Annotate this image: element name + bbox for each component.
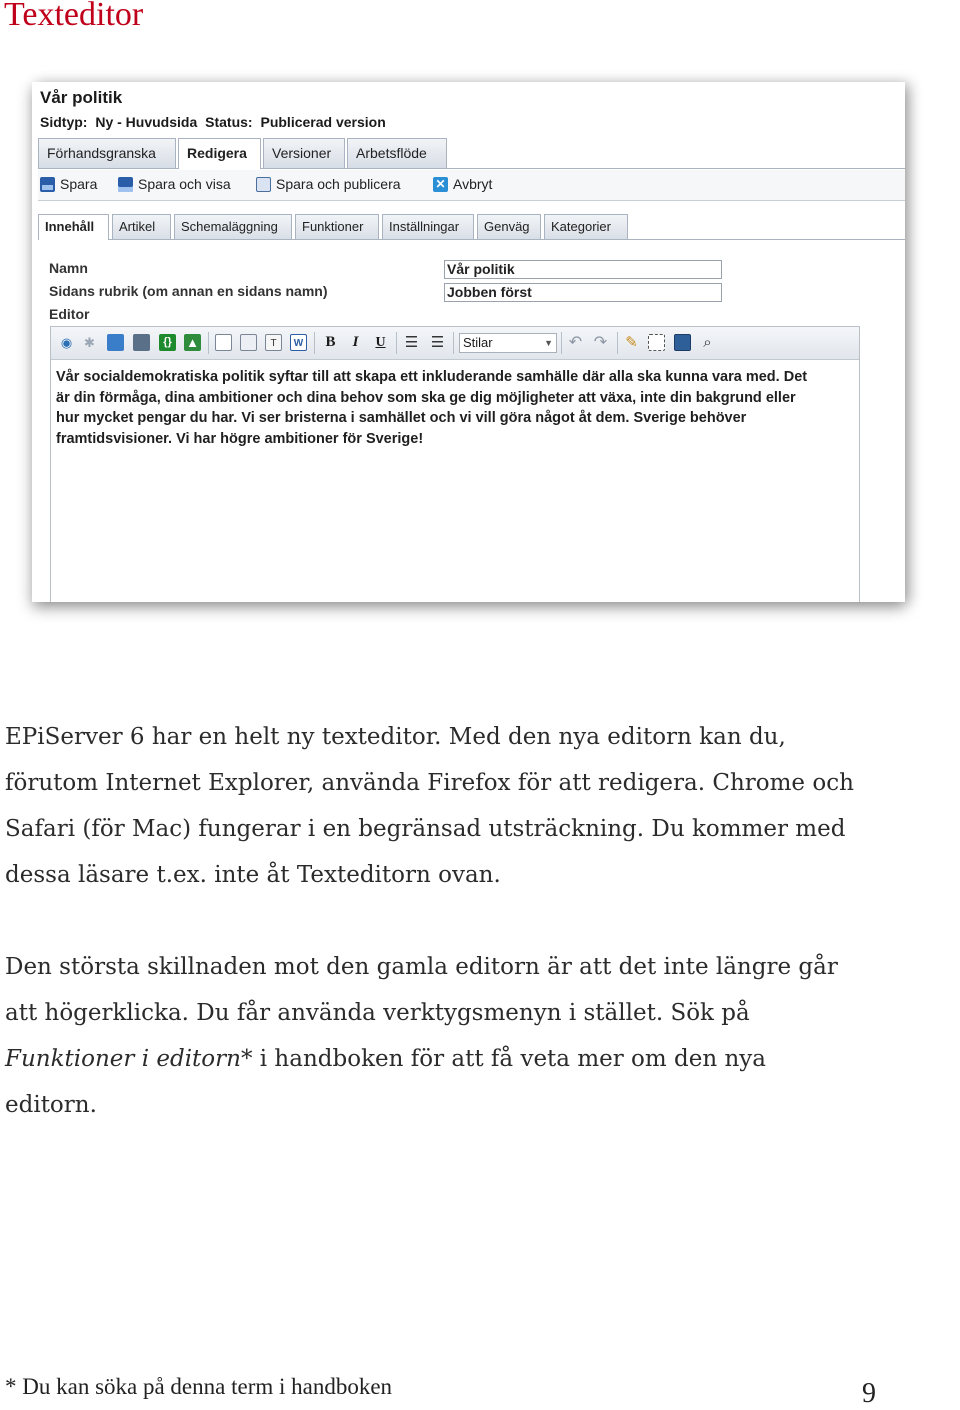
page-type-value: Ny - Huvudsida bbox=[95, 114, 198, 130]
difference-paragraph bbox=[5, 944, 838, 1128]
tab-versions[interactable]: Versioner bbox=[263, 138, 345, 168]
insert-link-icon[interactable]: ◉ bbox=[60, 335, 73, 350]
action-bar bbox=[38, 170, 905, 201]
editor-label: Editor bbox=[49, 306, 90, 322]
toolbar-separator bbox=[396, 332, 397, 354]
save-label: Spara bbox=[60, 176, 98, 192]
bullet-list-icon[interactable]: ☰ bbox=[404, 334, 419, 351]
editor-line: hur mycket pengar du har. Vi ser bristerna i samhället och vi vill göra något åt dem. Sverige behöver bbox=[56, 410, 747, 426]
toolbar-separator bbox=[561, 332, 562, 354]
styles-select[interactable] bbox=[459, 333, 557, 353]
html-source-icon[interactable] bbox=[674, 334, 691, 351]
underline-button[interactable]: U bbox=[375, 335, 386, 350]
toolbar-separator bbox=[314, 332, 315, 354]
search-icon[interactable]: ⌕ bbox=[703, 334, 712, 351]
editor-screenshot bbox=[32, 82, 905, 602]
save-and-publish-label: Spara och publicera bbox=[276, 176, 401, 192]
heading-input[interactable]: Jobben först bbox=[444, 283, 722, 302]
editor-content[interactable] bbox=[56, 367, 852, 449]
text-span: * i handboken för att få veta mer om den nya bbox=[240, 1046, 766, 1072]
tab-workflow[interactable]: Arbetsflöde bbox=[347, 138, 447, 168]
italic-button[interactable]: I bbox=[352, 334, 359, 350]
page-meta bbox=[40, 114, 390, 130]
unlink-icon[interactable]: ✱ bbox=[84, 335, 95, 350]
intro-paragraph bbox=[5, 714, 854, 898]
cancel-button[interactable] bbox=[433, 175, 492, 193]
tab-article[interactable]: Artikel bbox=[112, 214, 171, 239]
tab-content[interactable]: Innehåll bbox=[38, 214, 109, 240]
save-and-view-button[interactable] bbox=[118, 175, 231, 193]
tab-shortcut[interactable]: Genväg bbox=[477, 214, 541, 239]
name-label: Namn bbox=[49, 260, 88, 276]
styles-select-value: Stilar bbox=[463, 335, 493, 350]
page-type-label: Sidtyp: bbox=[40, 114, 88, 130]
toolbar-separator bbox=[453, 332, 454, 354]
save-and-view-label: Spara och visa bbox=[138, 176, 231, 192]
editor-line: Vår socialdemokratiska politik syftar till att skapa ett inkluderande samhälle där alla ska kunna vara med. Det bbox=[56, 369, 808, 385]
image-editor-icon[interactable]: ▲ bbox=[184, 334, 201, 351]
editor-line: framtidsvisioner. Vi har högre ambitioner för Sverige! bbox=[56, 430, 424, 447]
main-tabs bbox=[38, 138, 905, 169]
undo-icon[interactable]: ↶ bbox=[568, 334, 583, 351]
paste-icon[interactable] bbox=[240, 334, 257, 351]
tab-functions[interactable]: Funktioner bbox=[295, 214, 379, 239]
text-line: att högerklicka. Du får använda verktygsmenyn i stället. Sök på bbox=[5, 1000, 750, 1026]
editor-toolbar bbox=[51, 327, 859, 360]
text-line bbox=[5, 1036, 838, 1082]
save-button[interactable] bbox=[40, 175, 97, 193]
page-number: 9 bbox=[862, 1378, 876, 1409]
floppy-view-icon bbox=[118, 177, 133, 192]
clean-format-icon[interactable]: ✎ bbox=[625, 334, 638, 351]
insert-image-icon[interactable] bbox=[107, 334, 124, 351]
toolbar-separator bbox=[617, 332, 618, 354]
tab-edit[interactable]: Redigera bbox=[178, 138, 261, 169]
content-tabs bbox=[38, 214, 905, 240]
status-value: Publicerad version bbox=[260, 114, 386, 130]
search-term: Funktioner i editorn bbox=[5, 1046, 241, 1072]
tab-preview[interactable]: Förhandsgranska bbox=[38, 138, 176, 168]
numbered-list-icon[interactable]: ☰ bbox=[430, 334, 445, 351]
heading-label: Sidans rubrik (om annan en sidans namn) bbox=[49, 283, 328, 299]
text-line: Safari (för Mac) fungerar i en begränsad utsträckning. Du kommer med bbox=[5, 816, 846, 842]
text-line: EPiServer 6 har en helt ny texteditor. Med den nya editorn kan du, bbox=[5, 724, 786, 750]
status-label: Status: bbox=[205, 114, 253, 130]
redo-icon[interactable]: ↷ bbox=[593, 334, 608, 351]
cancel-icon: ✕ bbox=[433, 177, 448, 192]
cancel-label: Avbryt bbox=[453, 176, 493, 192]
text-line: dessa läsare t.ex. inte åt Texteditorn ovan. bbox=[5, 862, 501, 888]
copy-icon[interactable] bbox=[215, 334, 232, 351]
tab-settings[interactable]: Inställningar bbox=[382, 214, 474, 239]
save-and-publish-button[interactable] bbox=[256, 175, 401, 193]
paste-text-icon[interactable]: T bbox=[265, 334, 282, 351]
floppy-disk-icon bbox=[40, 177, 55, 192]
page-title: Texteditor bbox=[4, 0, 144, 33]
tab-scheduling[interactable]: Schemaläggning bbox=[174, 214, 292, 239]
text-line: editorn. bbox=[5, 1092, 97, 1118]
dynamic-content-icon[interactable]: {} bbox=[159, 334, 176, 351]
text-line: Den största skillnaden mot den gamla editorn är att det inte längre går bbox=[5, 954, 838, 980]
paste-word-icon[interactable]: W bbox=[290, 334, 307, 351]
bold-button[interactable]: B bbox=[325, 334, 336, 350]
cms-page-title: Vår politik bbox=[40, 88, 123, 107]
insert-media-icon[interactable] bbox=[133, 334, 150, 351]
tab-categories[interactable]: Kategorier bbox=[544, 214, 628, 239]
publish-icon bbox=[256, 177, 271, 192]
text-line: förutom Internet Explorer, använda Firefox för att redigera. Chrome och bbox=[5, 770, 854, 796]
footnote: * Du kan söka på denna term i handboken bbox=[5, 1374, 393, 1399]
toolbar-separator bbox=[208, 332, 209, 354]
editor-line: är din förmåga, dina ambitioner och dina behov som ska ge dig möjligheter att växa, inte din bakgrund eller bbox=[56, 389, 796, 406]
page-header bbox=[40, 88, 390, 130]
rich-text-editor bbox=[50, 326, 860, 602]
show-blocks-icon[interactable] bbox=[648, 334, 665, 351]
name-input[interactable]: Vår politik bbox=[444, 260, 722, 279]
chevron-down-icon: ▼ bbox=[544, 338, 553, 348]
